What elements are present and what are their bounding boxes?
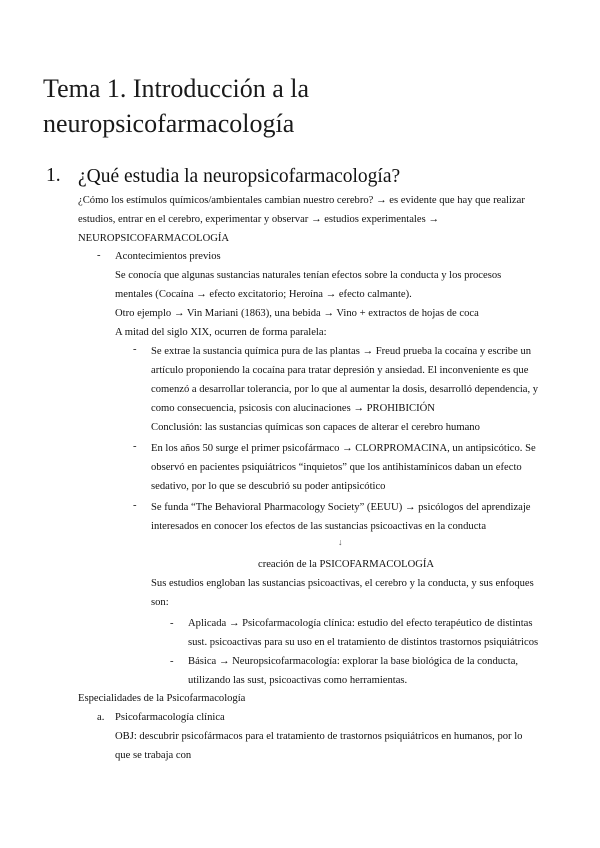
list-item-line: utilizando las sust, psicoactivas como herramientas. (188, 675, 408, 686)
list-item-line: artículo proponiendo la cocaína para tratar depresión y ansiedad. El inconveniente es que (151, 365, 529, 376)
paragraph-line: son: (151, 597, 169, 608)
list-letter: a. (97, 712, 105, 723)
list-item-line: observó en pacientes psiquiátricos “inquietos” que los antihistamínicos daban un efecto (151, 462, 522, 473)
section-heading: ¿Qué estudia la neuropsicofarmacología? (78, 166, 401, 187)
intro-line: estudios, entrar en el cerebro, experimentar y observar → estudios experimentales → (78, 214, 439, 225)
specialty-label: Psicofarmacología clínica (115, 712, 225, 723)
paragraph-line: A mitad del siglo XIX, ocurren de forma paralela: (115, 327, 327, 338)
paragraph-line: mentales (Cocaína → efecto excitatorio; Heroína → efecto calmante). (115, 289, 412, 300)
paragraph-line: OBJ: descubrir psicofármacos para el tratamiento de trastornos psiquiátricos en humanos, por lo (115, 731, 523, 742)
section-number: 1. (46, 165, 61, 186)
down-arrow-icon: ↓ (338, 537, 343, 547)
list-item-line: interesados en conocer los efectos de las sustancias psicoactivas en la conducta (151, 521, 487, 532)
list-item-line: Básica → Neuropsicofarmacología: explorar la base biológica de la conducta, (188, 656, 519, 667)
list-item-line: Aplicada → Psicofarmacología clínica: estudio del efecto terapéutico de distintas (188, 618, 533, 629)
specialties-heading: Especialidades de la Psicofarmacología (78, 693, 246, 704)
list-item-line: En los años 50 surge el primer psicofármaco → CLORPROMACINA, un antipsicótico. Se (151, 443, 536, 454)
paragraph-line: Se conocía que algunas sustancias naturales tenían efectos sobre la conducta y los procesos (115, 270, 502, 281)
bullet-dash: - (170, 656, 174, 667)
subsection-label: Acontecimientos previos (115, 251, 221, 262)
paragraph-line: Sus estudios engloban las sustancias psicoactivas, el cerebro y la conducta, y sus enfoques (151, 578, 534, 589)
bullet-dash: - (133, 500, 137, 511)
bullet-dash: - (133, 344, 137, 355)
bullet-dash: - (97, 250, 101, 261)
paragraph-line: que se trabaja con (115, 750, 192, 761)
intro-line: NEUROPSICOFARMACOLOGÍA (78, 233, 230, 244)
list-item-line: Se funda “The Behavioral Pharmacology Society” (EEUU) → psicólogos del aprendizaje (151, 502, 531, 513)
creation-line: creación de la PSICOFARMACOLOGÍA (258, 559, 435, 570)
list-item-line: sust. psicoactivas para su uso en el tratamiento de distintos trastornos psiquiátricos (188, 637, 539, 648)
bullet-dash: - (170, 618, 174, 629)
list-item-line: sedativo, por lo que se descubrió su poder antipsicótico (151, 481, 386, 492)
list-item-line: comenzó a desarrollar tolerancia, por lo que al aumentar la dosis, desarrolló dependencia, y (151, 384, 539, 395)
list-item-line: Conclusión: las sustancias químicas son capaces de alterar el cerebro humano (151, 422, 480, 433)
document-title-line-2: neuropsicofarmacología (43, 109, 295, 138)
bullet-dash: - (133, 441, 137, 452)
list-item-line: como consecuencia, psicosis con alucinaciones → PROHIBICIÓN (151, 403, 435, 414)
intro-line: ¿Cómo los estímulos químicos/ambientales cambian nuestro cerebro? → es evidente que hay que realizar (78, 195, 525, 206)
list-item-line: Se extrae la sustancia química pura de las plantas → Freud prueba la cocaína y escribe un (151, 346, 532, 357)
paragraph-line: Otro ejemplo → Vin Mariani (1863), una bebida → Vino + extractos de hojas de coca (115, 308, 479, 319)
document-title-line-1: Tema 1. Introducción a la (43, 74, 310, 103)
